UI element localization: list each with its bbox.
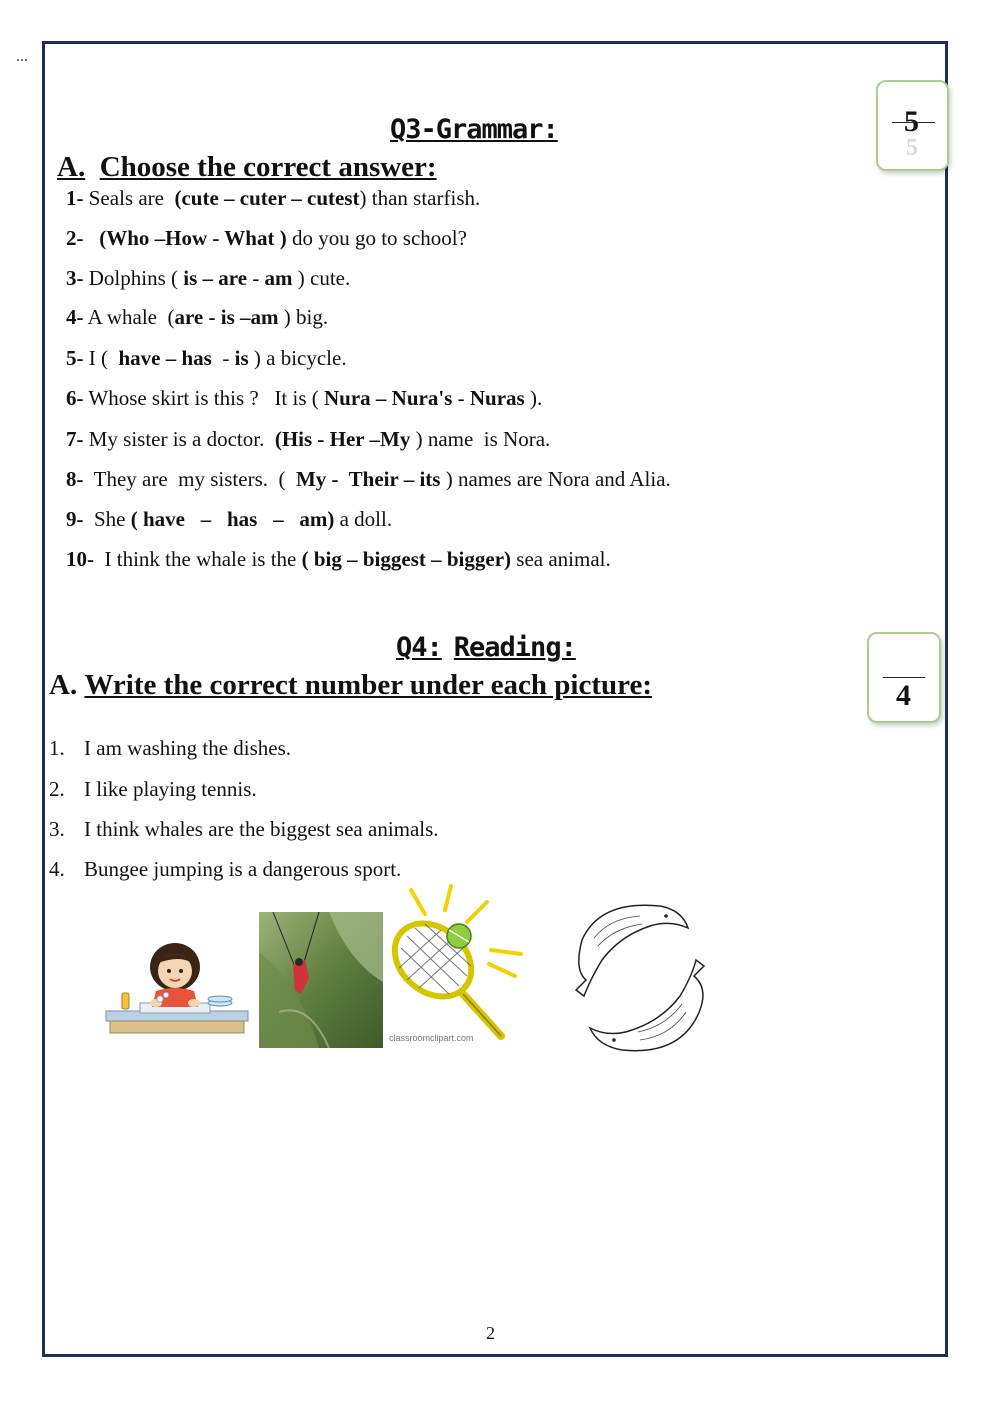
grammar-item-number: 8- — [66, 467, 84, 491]
reading-sentence-number: 2. — [49, 777, 65, 801]
grammar-item — [66, 346, 347, 371]
q3-score-shadow: 5 — [906, 135, 918, 161]
sentence-text: - — [452, 386, 470, 410]
answer-choices: is – are — [183, 266, 248, 290]
grammar-item — [66, 547, 611, 572]
q3-score-line — [892, 122, 935, 123]
grammar-item — [66, 386, 542, 411]
sentence-text: ) name is Nora. — [410, 427, 551, 451]
answer-choices: Nuras — [469, 386, 525, 410]
grammar-item-number: 9- — [66, 507, 84, 531]
reading-sentence — [49, 736, 291, 761]
sentence-text: I ( — [83, 346, 119, 370]
reading-sentence-number: 1. — [49, 736, 65, 760]
q4-title-label: Q4: — [396, 632, 442, 663]
whales-picture — [570, 900, 710, 1058]
sentence-text: Seals are — [83, 186, 175, 210]
answer-choices: Nura – Nura's — [324, 386, 453, 410]
answer-choices: am — [264, 266, 293, 290]
sentence-text: - — [247, 266, 265, 290]
q3-score-box — [876, 80, 949, 171]
sentence-text: do you go to school? — [286, 226, 467, 250]
corner-mark: ... — [16, 48, 28, 65]
q4-instruction-letter: A. — [49, 669, 78, 701]
sentence-text: Whose skirt is this ? It is ( — [83, 386, 325, 410]
sentence-text — [84, 226, 100, 250]
q3-instruction-text: Choose the correct answer: — [99, 151, 437, 183]
grammar-item — [66, 427, 550, 452]
answer-choices: ( have – has – am) — [130, 507, 335, 531]
q3-instruction-letter: A. — [57, 151, 86, 183]
grammar-item — [66, 266, 350, 291]
reading-sentence — [49, 817, 439, 842]
grammar-item-number: 10- — [66, 547, 94, 571]
reading-sentence-text: I like playing tennis. — [84, 777, 257, 801]
reading-sentence-text: I am washing the dishes. — [84, 736, 292, 760]
tennis-racket-picture — [383, 884, 528, 1048]
q4-title — [396, 632, 576, 663]
q4-instruction — [49, 669, 652, 702]
answer-choices: My - Their – its — [295, 467, 441, 491]
answer-choices: (Who –How - What ) — [99, 226, 287, 250]
reading-sentence-number: 4. — [49, 857, 65, 881]
answer-choices: have – has — [118, 346, 212, 370]
q3-instruction — [57, 151, 437, 184]
q4-instruction-text: Write the correct number under each picture: — [84, 669, 652, 701]
grammar-item — [66, 467, 671, 492]
reading-sentence-text: I think whales are the biggest sea animals. — [84, 817, 439, 841]
page-number: 2 — [486, 1323, 495, 1343]
sentence-text: ) than starfish. — [359, 186, 481, 210]
reading-sentence-text: Bungee jumping is a dangerous sport. — [84, 857, 402, 881]
sentence-text: I think the whale is the — [94, 547, 302, 571]
sentence-text: My sister is a doctor. — [83, 427, 275, 451]
answer-choices: (cute – cuter – cutest — [174, 186, 360, 210]
sentence-text: She — [83, 507, 131, 531]
sentence-text: - — [211, 346, 235, 370]
answer-choices: is — [234, 346, 249, 370]
sentence-text: ) a bicycle. — [248, 346, 347, 370]
q3-title: Q3-Grammar: — [390, 114, 558, 145]
grammar-item — [66, 305, 328, 330]
grammar-item-number: 3- — [66, 266, 84, 290]
sentence-text: A whale ( — [83, 305, 175, 329]
grammar-item — [66, 226, 467, 251]
grammar-item-number: 6- — [66, 386, 84, 410]
sentence-text: a doll. — [334, 507, 393, 531]
grammar-item — [66, 186, 480, 211]
q4-score-line — [883, 677, 925, 678]
sentence-text: They are my sisters. ( — [83, 467, 296, 491]
grammar-item-number: 7- — [66, 427, 84, 451]
sentence-text: ) cute. — [292, 266, 351, 290]
answer-choices: (His - Her –My — [274, 427, 411, 451]
sentence-text: sea animal. — [511, 547, 611, 571]
girl-washing-dishes-picture — [100, 935, 252, 1035]
answer-choices: ( big – biggest – bigger) — [301, 547, 512, 571]
grammar-item — [66, 507, 392, 532]
sentence-text: ). — [524, 386, 543, 410]
sentence-text: Dolphins ( — [83, 266, 184, 290]
grammar-item-number: 4- — [66, 305, 84, 329]
q4-score-box — [867, 632, 941, 723]
q3-score-value: 5 — [904, 105, 919, 138]
grammar-item-number: 2- — [66, 226, 84, 250]
grammar-item-number: 5- — [66, 346, 84, 370]
sentence-text: ) big. — [278, 305, 329, 329]
bungee-jumping-picture — [259, 912, 383, 1048]
sentence-text: ) names are Nora and Alia. — [440, 467, 671, 491]
q4-score-value: 4 — [896, 679, 911, 712]
reading-sentence — [49, 857, 401, 882]
reading-sentence-number: 3. — [49, 817, 65, 841]
answer-choices: are - is –am — [174, 305, 279, 329]
q4-title-text: Reading: — [453, 632, 576, 663]
reading-sentence — [49, 777, 257, 802]
grammar-item-number: 1- — [66, 186, 84, 210]
clipart-watermark: classroomclipart.com — [389, 1033, 474, 1043]
